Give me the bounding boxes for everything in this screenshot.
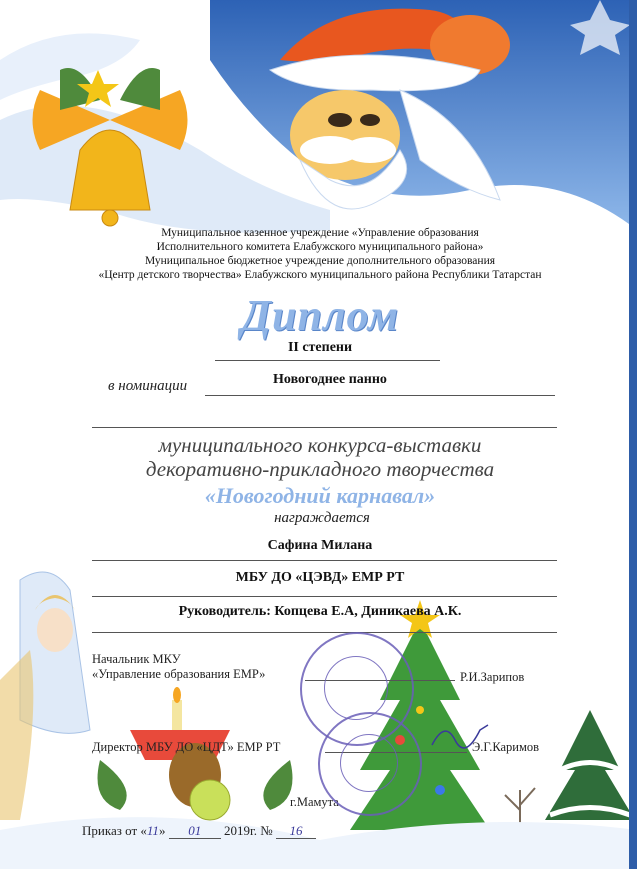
order-line: [82, 823, 316, 839]
santa-illustration: [0, 0, 637, 260]
institution-underline: [92, 596, 557, 597]
contest-line-2: декоративно-прикладного творчества: [145, 457, 495, 481]
supervisor-underline: [92, 632, 557, 633]
stamp-center: [318, 712, 422, 816]
signature-mark: [430, 715, 490, 755]
director-title: Директор МБУ ДО «ЦДТ» ЕМР РТ: [92, 740, 281, 754]
supervisor: Руководитель: Копцева Е.А, Диникаева А.К.: [178, 604, 462, 619]
nomination-value: Новогоднее панно: [273, 372, 387, 387]
diploma-title: Диплом: [240, 291, 400, 340]
nomination-underline: [205, 395, 555, 396]
order-month-sep: »: [158, 823, 166, 838]
degree-underline: [215, 360, 440, 361]
awarded-label: награждается: [274, 510, 370, 526]
head-title-1: Начальник МКУ: [92, 652, 181, 666]
recipient-name: Сафина Милана: [267, 538, 373, 553]
head-title-2: «Управление образования ЕМР»: [92, 667, 266, 681]
frame-edge: [629, 0, 637, 869]
nomination-label: в номинации: [108, 378, 188, 394]
order-label: Приказ от «: [82, 823, 147, 838]
order-month: 01: [169, 823, 221, 839]
order-year: 2019г. №: [223, 823, 273, 838]
head-name: Р.И.Зарипов: [460, 670, 525, 684]
org-line-2: Исполнительного комитета Елабужского муниципального района»: [156, 241, 484, 253]
org-line-1: Муниципальное казенное учреждение «Управление образования: [161, 227, 479, 239]
blank-line: [92, 427, 557, 428]
contest-line-1: муниципального конкурса-выставки: [158, 433, 482, 457]
city: г.Мамута: [290, 795, 339, 809]
director-name: Э.Г.Каримов: [472, 740, 540, 754]
order-number: 16: [276, 823, 316, 839]
org-line-4: «Центр детского творчества» Елабужского муниципального района Республики Татарстан: [98, 269, 542, 281]
contest-name: «Новогодний карнавал»: [204, 483, 436, 508]
order-day: 11: [146, 823, 159, 838]
institution-name: МБУ ДО «ЦЭВД» ЕМР РТ: [235, 570, 405, 585]
recipient-underline: [92, 560, 557, 561]
degree: II степени: [287, 340, 353, 355]
org-line-3: Муниципальное бюджетное учреждение дополнительного образования: [144, 255, 496, 267]
